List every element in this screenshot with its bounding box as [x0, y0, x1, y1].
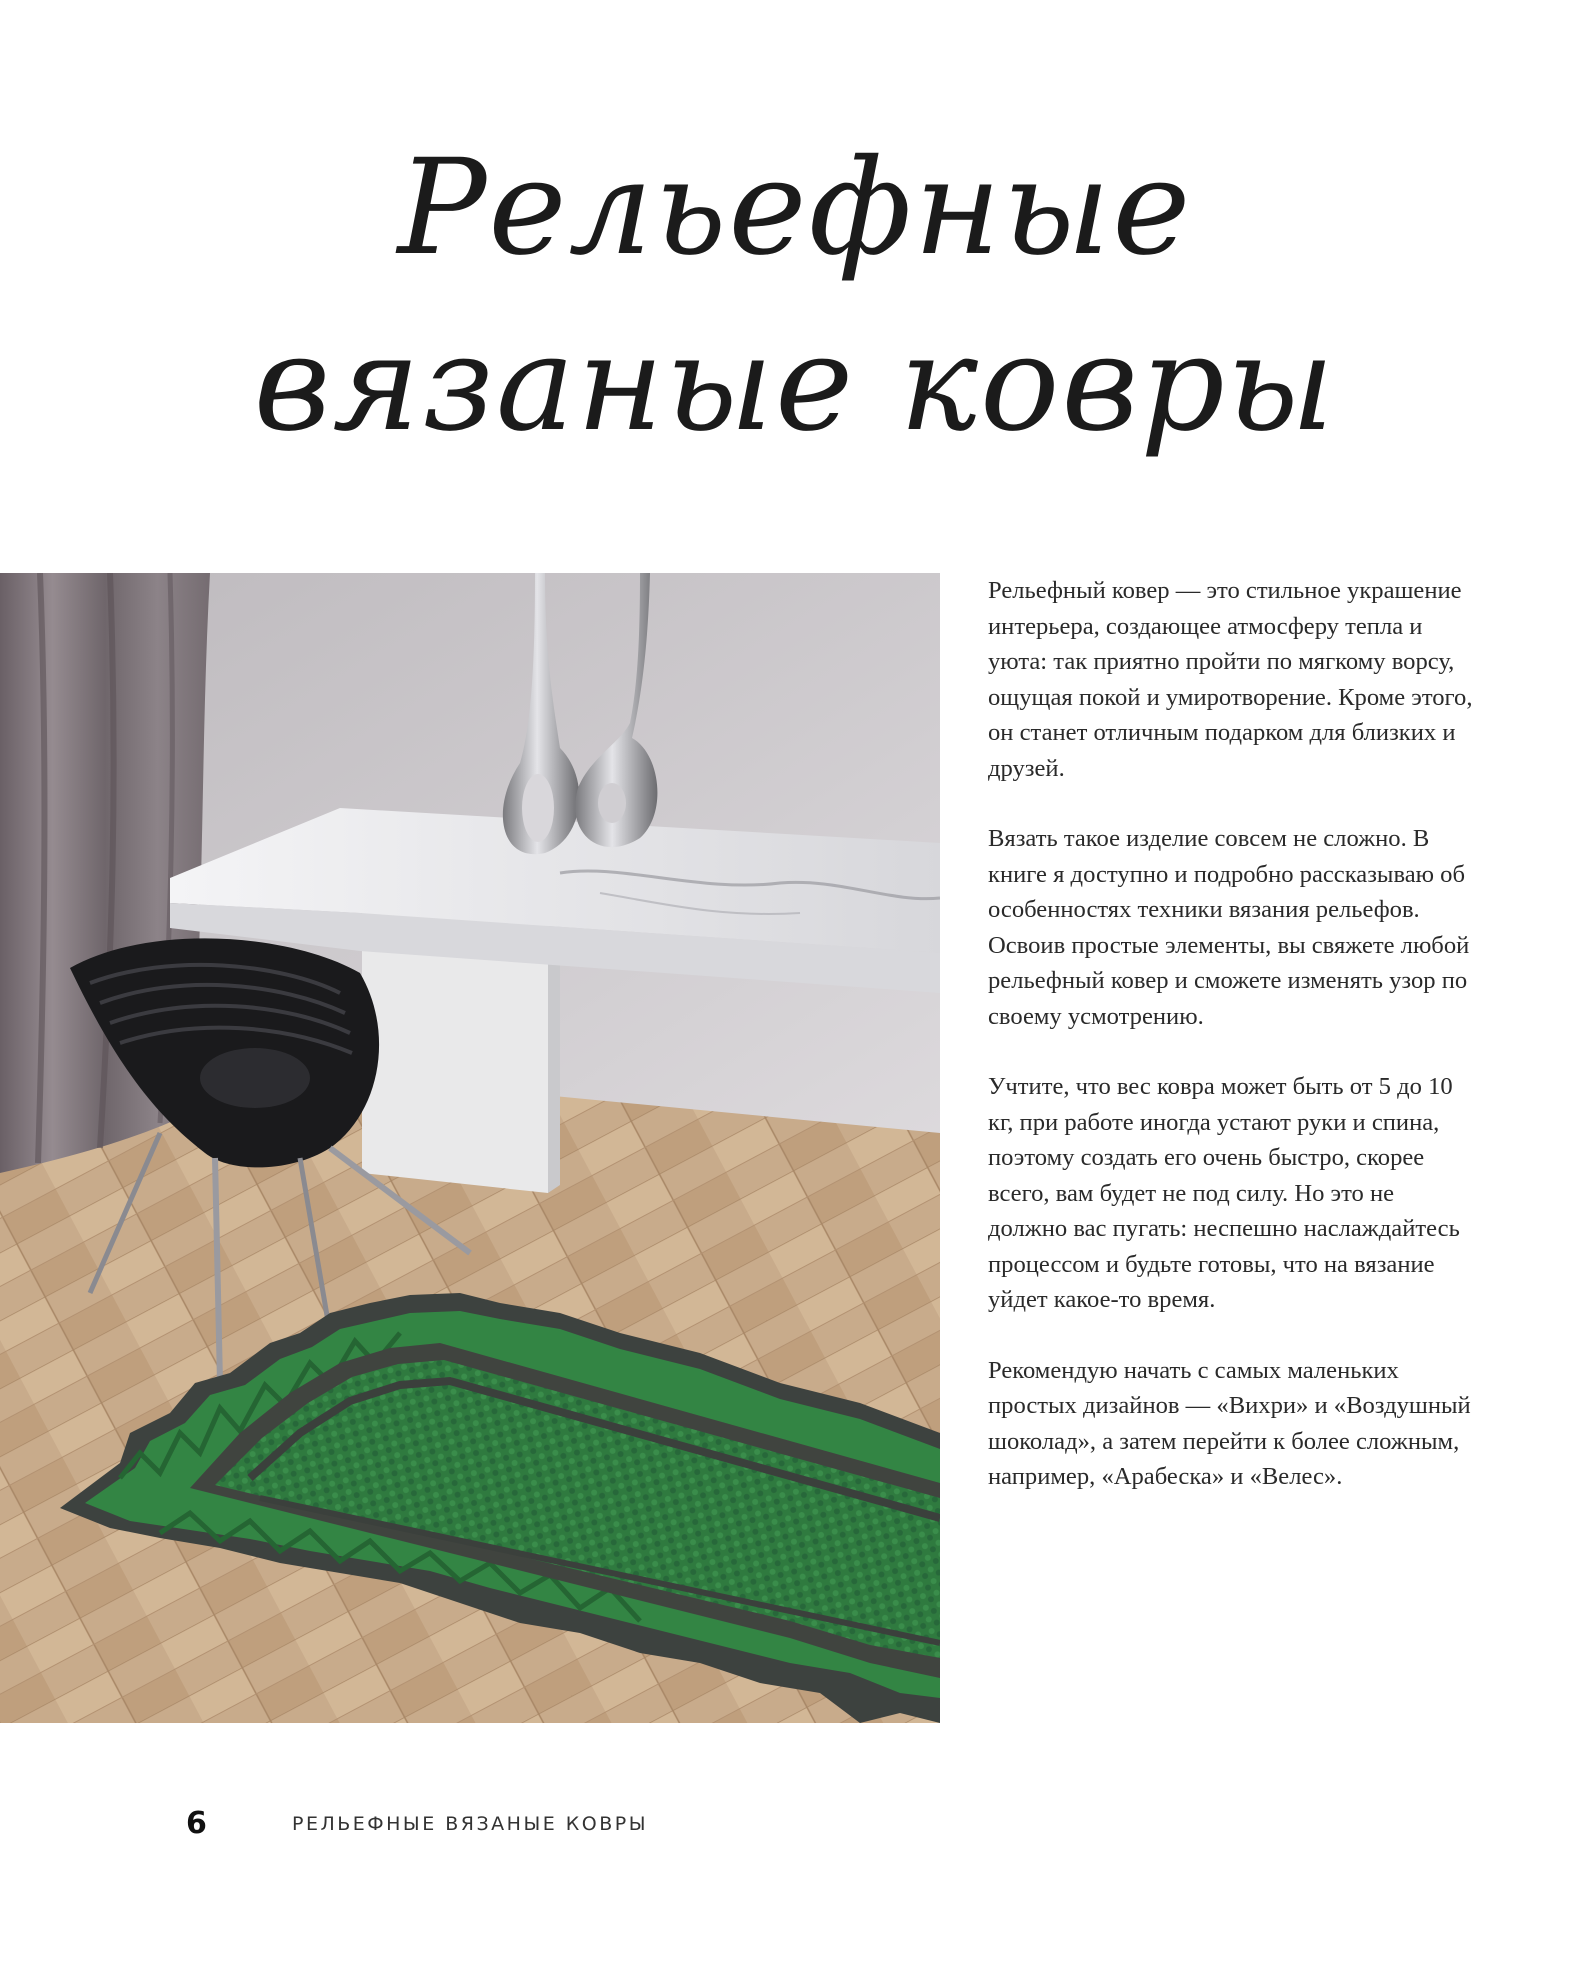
page-title: Рельефные вязаные ковры — [253, 131, 1337, 461]
page-number: 6 — [186, 1806, 207, 1841]
article-text — [988, 573, 1473, 1530]
paragraph: Рекомендую начать с самых маленьких простых дизайнов — «Вихри» и «Воздушный шоколад», а затем перейти к более сложным, например, «Арабеска» и «Велес». — [988, 1356, 1471, 1490]
paragraph: Вязать такое изделие совсем не сложно. В книге я доступно и подробно рассказываю об особенностях техники вязания рельефов. Освоив простые элементы, вы свяжете любой рельефный ковер и сможете изменять узор по своему усмотрению. — [988, 825, 1470, 1030]
running-title: РЕЛЬЕФНЫЕ ВЯЗАНЫЕ КОВРЫ — [292, 1813, 648, 1835]
rug-photo — [0, 573, 940, 1723]
paragraph: Учтите, что вес ковра может быть от 5 до 10 кг, при работе иногда устают руки и спина, поэтому создать его очень быстро, скорее всего, вам будет не под силу. Но это не должно вас пугать: неспешно наслаждайтесь процессом и будьте готовы, что на вязание уйдет какое-то время. — [988, 1073, 1460, 1313]
paragraph: Рельефный ковер — это стильное украшение интерьера, создающее атмосферу тепла и уюта: так приятно пройти по мягкому ворсу, ощущая покой и умиротворение. Кроме этого, он станет отличным подарком для близких и друзей. — [988, 577, 1473, 782]
